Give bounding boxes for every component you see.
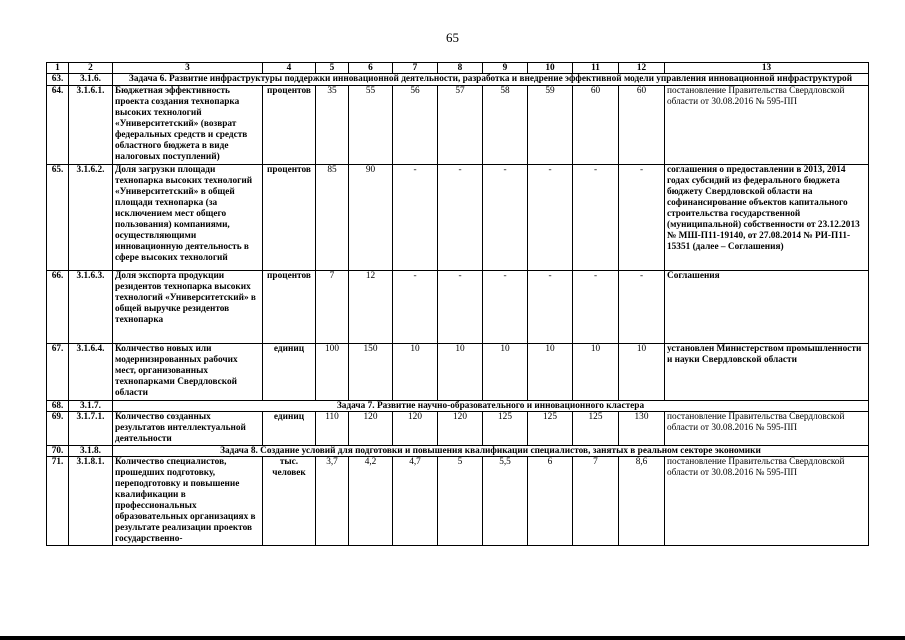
source-cell: соглашения о предоставлении в 2013, 2014 годах субсидий из федерального бюджета бюджету Свердловской области на софинансирование объектов капитального строительства государственной (муниципальной) собственности от 23.12.2013 № МШ-П11-19140, от 27.08.2014 № РИ-П11-15351 (далее – Соглашения) bbox=[665, 165, 869, 271]
indicator-name: Бюджетная эффективность проекта создания технопарка высоких технологий «Университетский» (возврат федеральных средств и средств областного бюджета в виде налоговых поступлений) bbox=[113, 86, 263, 165]
value-cell: 35 bbox=[316, 86, 349, 165]
value-cell: - bbox=[573, 165, 619, 271]
value-cell: 85 bbox=[316, 165, 349, 271]
value-cell: 7 bbox=[316, 271, 349, 344]
row-number: 64. bbox=[47, 86, 69, 165]
value-cell: 120 bbox=[349, 412, 393, 446]
value-cell: - bbox=[438, 271, 483, 344]
header-cell: 12 bbox=[619, 63, 665, 74]
table-row bbox=[47, 457, 869, 546]
row-code: 3.1.7.1. bbox=[69, 412, 113, 446]
table-row bbox=[47, 271, 869, 344]
header-row bbox=[47, 63, 869, 74]
value-cell: - bbox=[619, 165, 665, 271]
header-cell: 1 bbox=[47, 63, 69, 74]
task-title: Задача 6. Развитие инфраструктуры поддержки инновационной деятельности, разработка и внедрение эффективной модели управления инновационной инфраструктурой bbox=[113, 74, 869, 86]
value-cell: 57 bbox=[438, 86, 483, 165]
value-cell: 125 bbox=[573, 412, 619, 446]
header-cell: 11 bbox=[573, 63, 619, 74]
source-cell: постановление Правительства Свердловской области от 30.08.2016 № 595-ПП bbox=[665, 412, 869, 446]
value-cell: 8,6 bbox=[619, 457, 665, 546]
indicator-name: Доля экспорта продукции резидентов технопарка высоких технологий «Университетский» в общей выручке резидентов технопарка bbox=[113, 271, 263, 344]
unit: процентов bbox=[263, 271, 316, 344]
header-cell: 4 bbox=[263, 63, 316, 74]
indicator-name: Количество созданных результатов интеллектуальной деятельности bbox=[113, 412, 263, 446]
table-row bbox=[47, 344, 869, 401]
value-cell: 59 bbox=[528, 86, 573, 165]
value-cell: 3,7 bbox=[316, 457, 349, 546]
value-cell: 6 bbox=[528, 457, 573, 546]
task-row bbox=[47, 446, 869, 457]
unit: единиц bbox=[263, 344, 316, 401]
row-code: 3.1.7. bbox=[69, 401, 113, 412]
unit: процентов bbox=[263, 86, 316, 165]
value-cell: 60 bbox=[619, 86, 665, 165]
task-title: Задача 7. Развитие научно-образовательного и инновационного кластера bbox=[113, 401, 869, 412]
value-cell: 4,7 bbox=[393, 457, 438, 546]
value-cell: 60 bbox=[573, 86, 619, 165]
indicators-table bbox=[46, 62, 869, 546]
row-number: 67. bbox=[47, 344, 69, 401]
value-cell: - bbox=[483, 165, 528, 271]
value-cell: 125 bbox=[528, 412, 573, 446]
value-cell: 10 bbox=[438, 344, 483, 401]
value-cell: 125 bbox=[483, 412, 528, 446]
value-cell: 55 bbox=[349, 86, 393, 165]
page-number: 65 bbox=[446, 30, 459, 45]
table-row bbox=[47, 86, 869, 165]
source-cell: постановление Правительства Свердловской области от 30.08.2016 № 595-ПП bbox=[665, 457, 869, 546]
task-row bbox=[47, 401, 869, 412]
row-number: 68. bbox=[47, 401, 69, 412]
value-cell: 10 bbox=[528, 344, 573, 401]
unit: единиц bbox=[263, 412, 316, 446]
header-cell: 13 bbox=[665, 63, 869, 74]
value-cell: - bbox=[483, 271, 528, 344]
unit: процентов bbox=[263, 165, 316, 271]
row-number: 63. bbox=[47, 74, 69, 86]
row-code: 3.1.6.1. bbox=[69, 86, 113, 165]
value-cell: - bbox=[393, 271, 438, 344]
value-cell: 7 bbox=[573, 457, 619, 546]
source-cell: постановление Правительства Свердловской области от 30.08.2016 № 595-ПП bbox=[665, 86, 869, 165]
row-code: 3.1.6.3. bbox=[69, 271, 113, 344]
value-cell: 150 bbox=[349, 344, 393, 401]
value-cell: 4,2 bbox=[349, 457, 393, 546]
header-cell: 9 bbox=[483, 63, 528, 74]
value-cell: 10 bbox=[573, 344, 619, 401]
value-cell: 120 bbox=[393, 412, 438, 446]
value-cell: 10 bbox=[619, 344, 665, 401]
row-code: 3.1.6. bbox=[69, 74, 113, 86]
row-code: 3.1.8. bbox=[69, 446, 113, 457]
header-cell: 10 bbox=[528, 63, 573, 74]
row-number: 70. bbox=[47, 446, 69, 457]
row-code: 3.1.6.2. bbox=[69, 165, 113, 271]
task-title: Задача 8. Создание условий для подготовки и повышения квалификации специалистов, занятых в реальном секторе экономики bbox=[113, 446, 869, 457]
value-cell: 56 bbox=[393, 86, 438, 165]
value-cell: 5 bbox=[438, 457, 483, 546]
row-code: 3.1.6.4. bbox=[69, 344, 113, 401]
value-cell: - bbox=[438, 165, 483, 271]
table-row bbox=[47, 165, 869, 271]
row-number: 69. bbox=[47, 412, 69, 446]
row-code: 3.1.8.1. bbox=[69, 457, 113, 546]
value-cell: 10 bbox=[483, 344, 528, 401]
scan-edge bbox=[0, 636, 905, 640]
indicator-name: Количество новых или модернизированных рабочих мест, организованных технопарками Свердловской области bbox=[113, 344, 263, 401]
row-number: 71. bbox=[47, 457, 69, 546]
value-cell: 130 bbox=[619, 412, 665, 446]
indicator-name: Количество специалистов, прошедших подготовку, переподготовку и повышение квалификации в профессиональных образовательных организациях в результате реализации проектов государственно- bbox=[113, 457, 263, 546]
value-cell: 120 bbox=[438, 412, 483, 446]
value-cell: - bbox=[528, 165, 573, 271]
row-number: 65. bbox=[47, 165, 69, 271]
row-number: 66. bbox=[47, 271, 69, 344]
header-cell: 7 bbox=[393, 63, 438, 74]
value-cell: - bbox=[573, 271, 619, 344]
value-cell: - bbox=[393, 165, 438, 271]
header-cell: 5 bbox=[316, 63, 349, 74]
header-cell: 8 bbox=[438, 63, 483, 74]
value-cell: - bbox=[528, 271, 573, 344]
header-cell: 6 bbox=[349, 63, 393, 74]
value-cell: 12 bbox=[349, 271, 393, 344]
table-row bbox=[47, 412, 869, 446]
task-row bbox=[47, 74, 869, 86]
source-cell: установлен Министерством промышленности и науки Свердловской области bbox=[665, 344, 869, 401]
value-cell: 58 bbox=[483, 86, 528, 165]
value-cell: 100 bbox=[316, 344, 349, 401]
value-cell: 110 bbox=[316, 412, 349, 446]
indicator-name: Доля загрузки площади технопарка высоких технологий «Университетский» в общей площади технопарка (за исключением мест общего пользования) компаниями, осуществляющими инновационную деятельность в сфере высоких технологий bbox=[113, 165, 263, 271]
value-cell: 5,5 bbox=[483, 457, 528, 546]
value-cell: 90 bbox=[349, 165, 393, 271]
unit: тыс. человек bbox=[263, 457, 316, 546]
value-cell: - bbox=[619, 271, 665, 344]
source-cell: Соглашения bbox=[665, 271, 869, 344]
header-cell: 3 bbox=[113, 63, 263, 74]
value-cell: 10 bbox=[393, 344, 438, 401]
header-cell: 2 bbox=[69, 63, 113, 74]
